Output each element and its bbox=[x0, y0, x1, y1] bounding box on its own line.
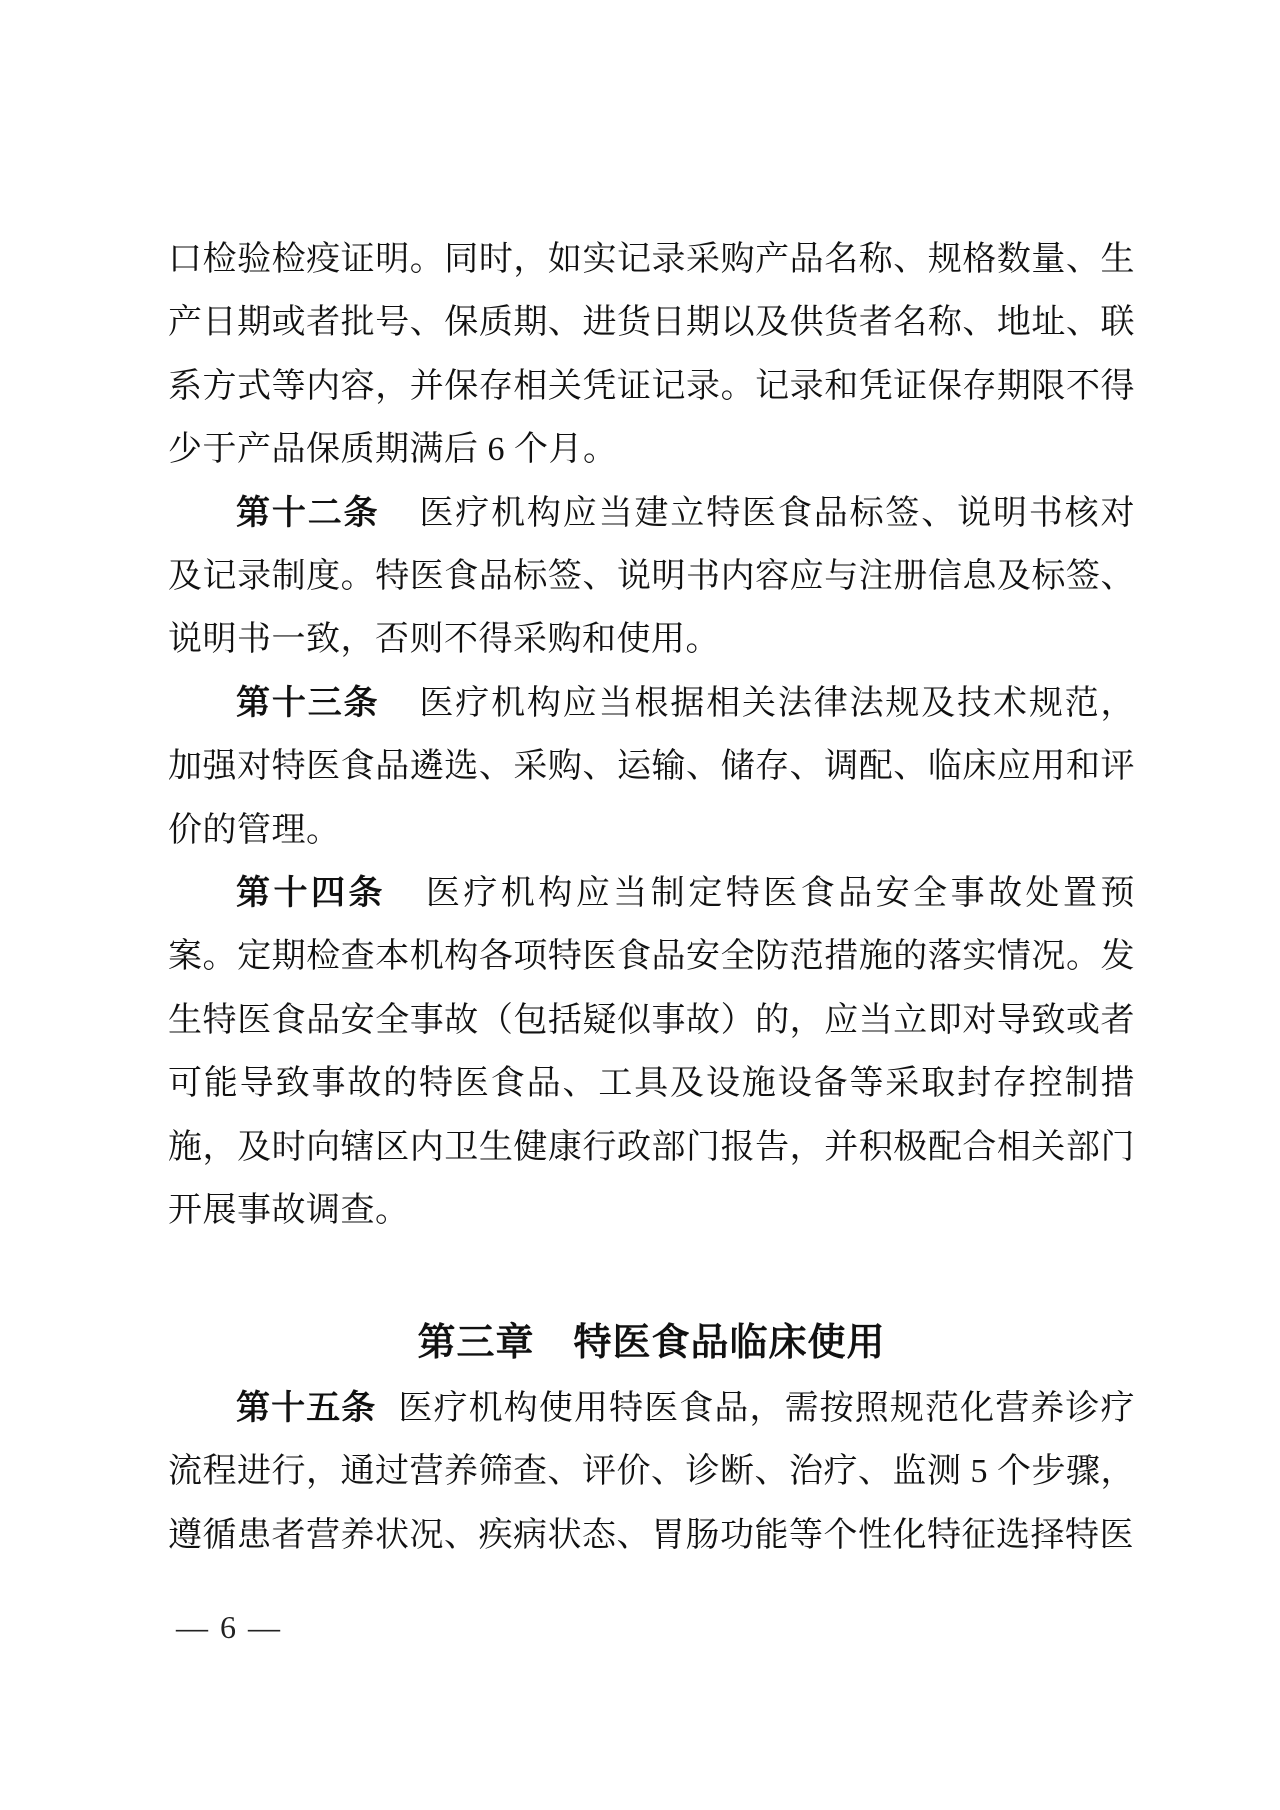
article-15-label: 第十五条 bbox=[236, 1388, 377, 1427]
page-number: — 6 — bbox=[176, 1609, 282, 1645]
article-14-label: 第十四条 bbox=[236, 874, 386, 913]
article-13-text: 医疗机构应当根据相关法律法规及技术规范，加强对特医食品遴选、采购、运输、储存、调配、临床应用和评价的管理。 bbox=[168, 684, 1136, 849]
chapter-3-heading: 第三章 特医食品临床使用 bbox=[417, 1321, 886, 1364]
paragraph-continuation bbox=[168, 228, 1135, 482]
paragraph-text: 口检验检疫证明。同时，如实记录采购产品名称、规格数量、生产日期或者批号、保质期、进货日期以及供货者名称、地址、联系方式等内容，并保存相关凭证记录。记录和凭证保存期限不得少于产品保质期满后 6 个月。 bbox=[168, 241, 1135, 469]
document-body bbox=[168, 228, 1135, 1567]
article-12-label: 第十二条 bbox=[236, 493, 380, 532]
article-13-paragraph bbox=[168, 672, 1135, 862]
article-13-label: 第十三条 bbox=[236, 683, 380, 722]
article-12-paragraph bbox=[168, 482, 1135, 672]
article-15-text: 医疗机构使用特医食品，需按照规范化营养诊疗流程进行，通过营养筛查、评价、诊断、治疗、监测 5 个步骤，遵循患者营养状况、疾病状态、胃肠功能等个性化特征选择特医 bbox=[168, 1389, 1136, 1554]
article-15-paragraph bbox=[168, 1377, 1135, 1567]
article-12-text: 医疗机构应当建立特医食品标签、说明书核对及记录制度。特医食品标签、说明书内容应与注册信息及标签、说明书一致，否则不得采购和使用。 bbox=[168, 494, 1136, 659]
article-14-text: 医疗机构应当制定特医食品安全事故处置预案。定期检查本机构各项特医食品安全防范措施的落实情况。发生特医食品安全事故（包括疑似事故）的，应当立即对导致或者可能导致事故的特医食品、工具及设施设备等采取封存控制措施，及时向辖区内卫生健康行政部门报告，并积极配合相关部门开展事故调查。 bbox=[168, 875, 1136, 1230]
article-14-paragraph bbox=[168, 862, 1135, 1242]
